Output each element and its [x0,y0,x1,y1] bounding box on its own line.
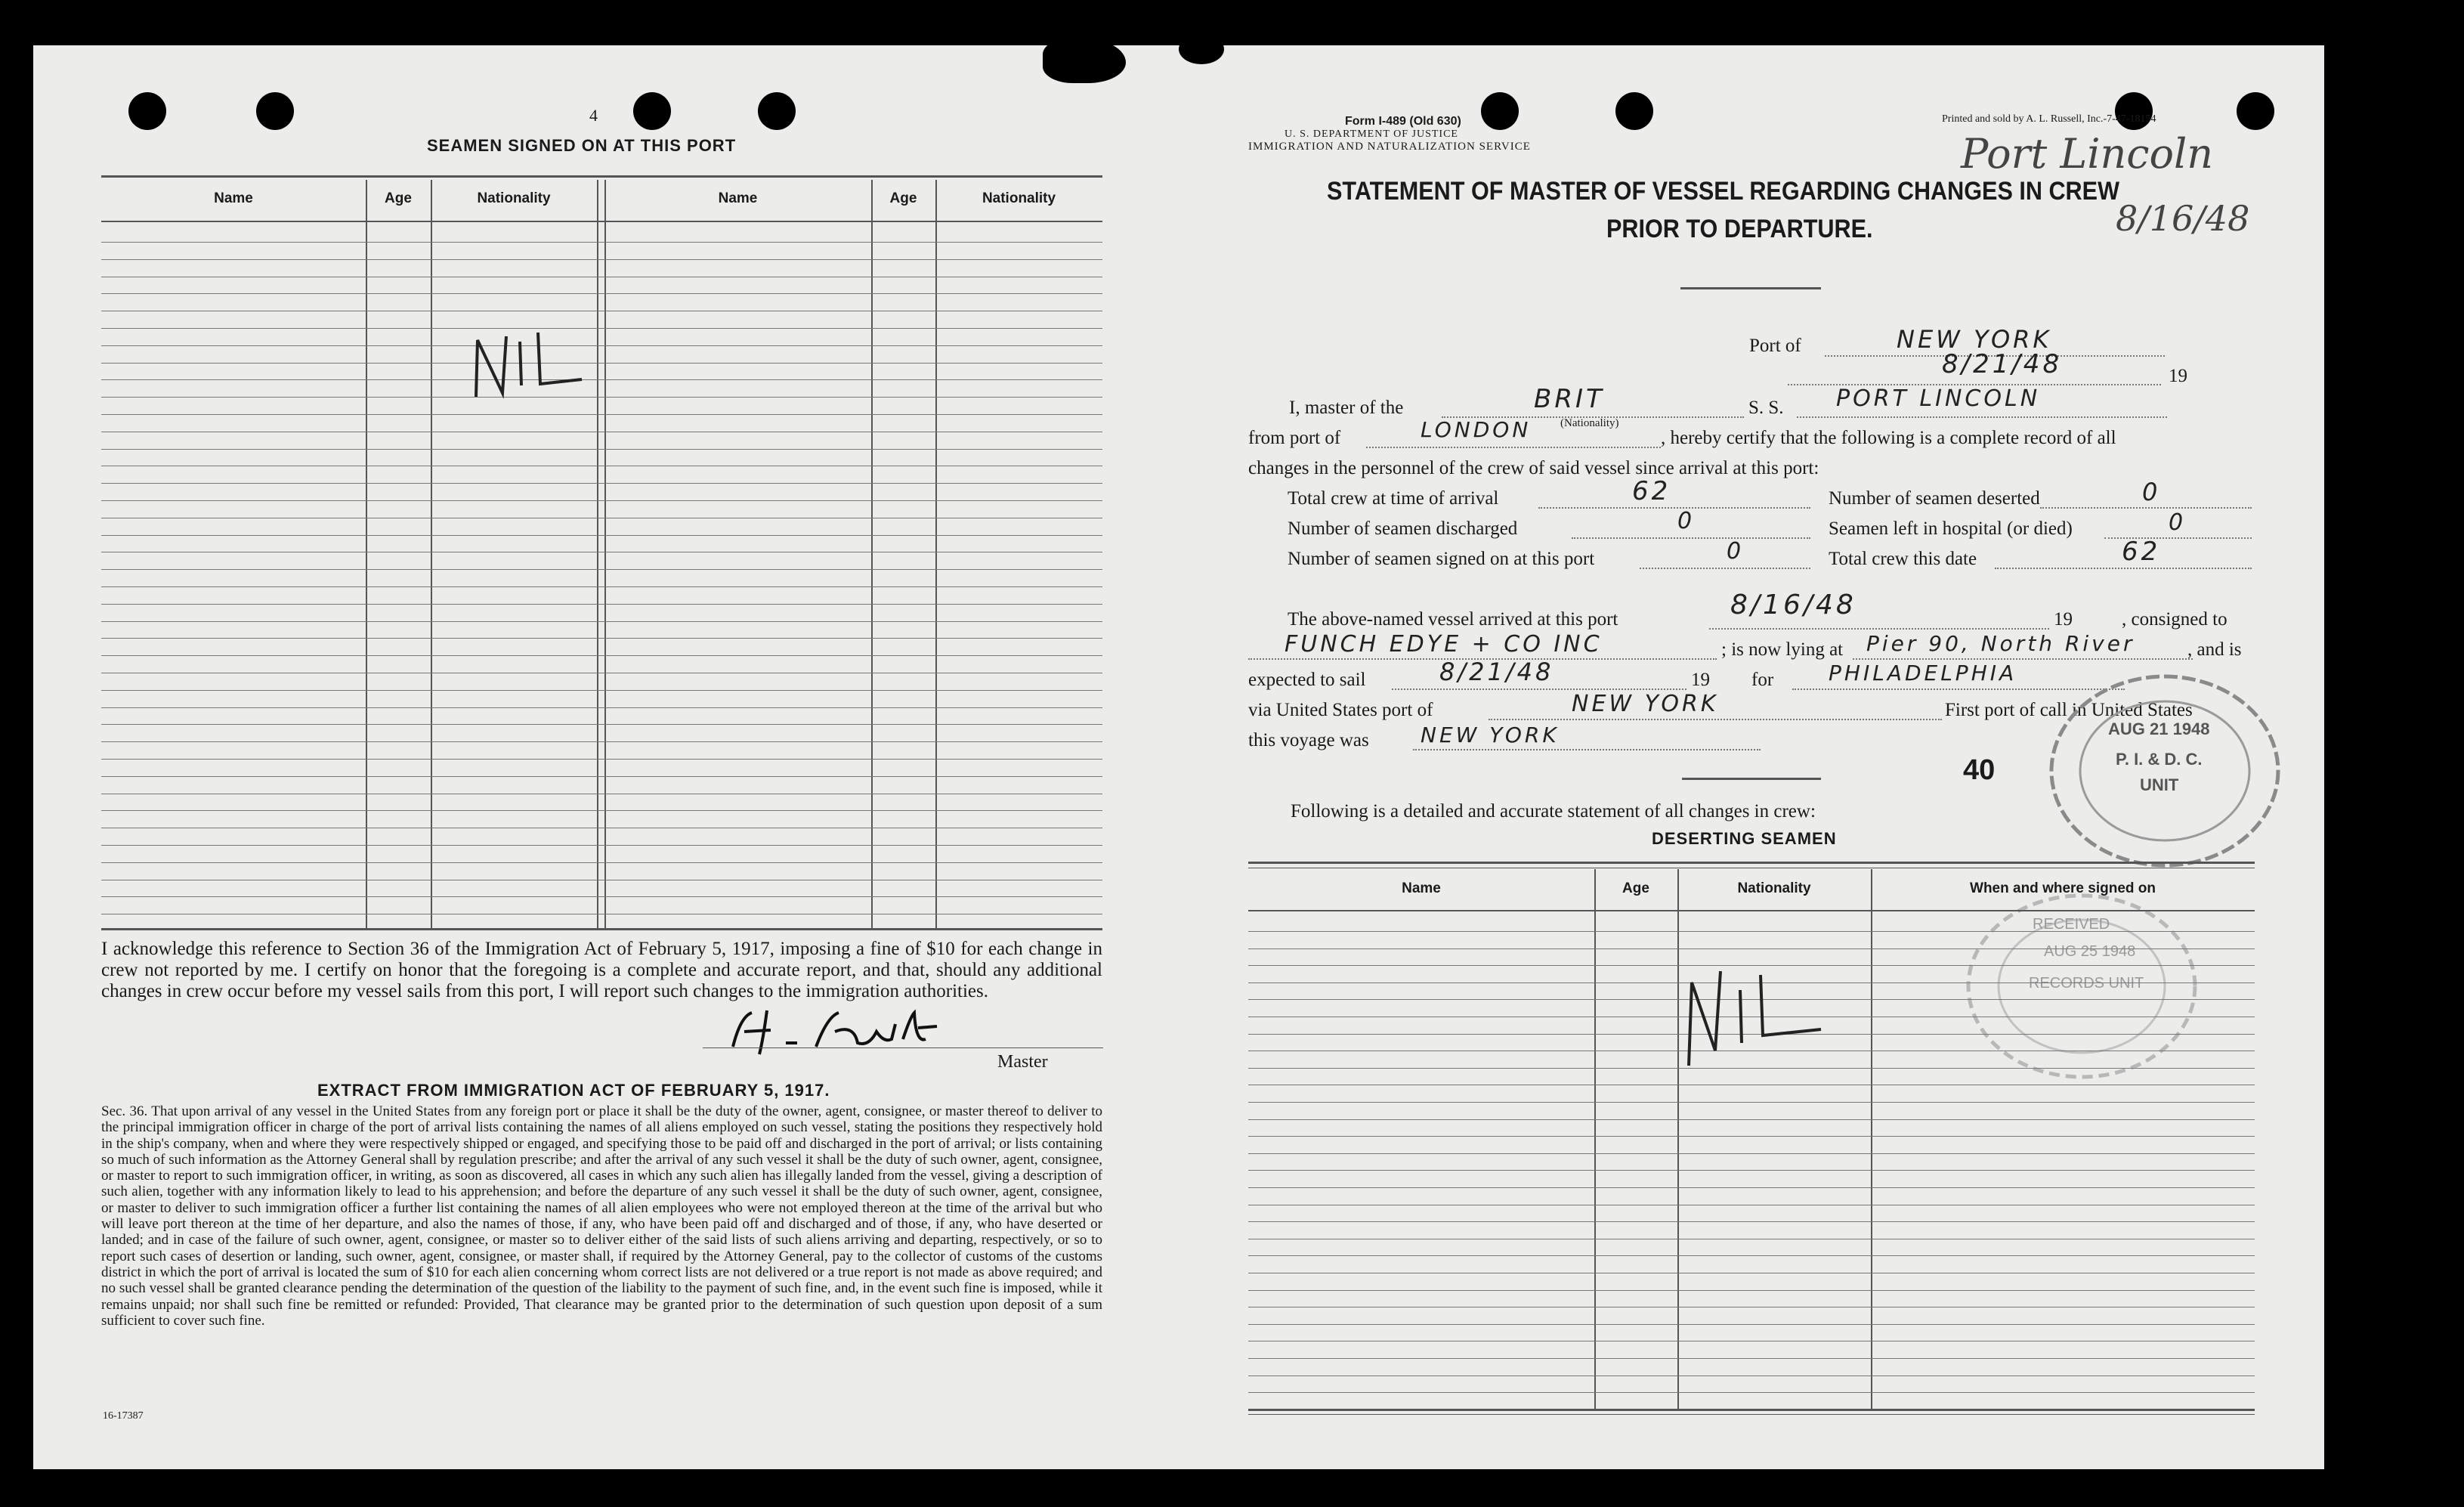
column-divider [871,180,873,928]
table-row [1248,1136,2255,1137]
table-bottom-rule [1248,1409,2255,1411]
punch-hole [1481,92,1519,130]
table-row [101,776,1102,777]
column-divider [597,180,598,928]
via-line [1489,719,1942,720]
table-row [101,862,1102,863]
extract-text: Sec. 36. That upon arrival of any vessel in the United States from any foreign port or place it shall be the duty of the owner, agent, consignee, or master thereof to deliver to the principal immigration officer in charge of the port of arrival lists containing the names of all aliens employed on such vessel, stating the positions they respectively hold in the ship's company, when and where they were respectively shipped or engaged, and specifying those to be paid off and discharged in the port of arrival; or lists containing so much of such information as the Attorney General shall by regulation prescribe; and after the arrival of any such vessel it shall be the duty of such owner, agent, consignee, or master to report to such immigration officer, in writing, as soon as discovered, all cases in which any such alien has illegally landed from the vessel, giving a description of such alien, together with any information likely to lead to his apprehension; and before the departure of any such vessel it shall be the duty of such owner, agent, consignee, or master to deliver to such immigration officer a further list containing the names of all alien employees who were not employed thereon at the time of the arrival but who will leave port thereon at the time of her departure, and also the names of those, if any, who have been paid off and discharged and of those, if any, who have deserted or landed; and in case of the failure of such owner, agent, consignee, or master so to deliver either of the said lists of such aliens arriving and departing, respectively, or so to report such cases of desertion or landing, such owner, agent, consignee, or master shall, if required by the Attorney General, pay to the collector of customs of the customs district in which the port of arrival is located the sum of $10 for each alien concerning whom correct lists are not delivered or a true report is not made as above required; and no such vessel shall be granted clearance pending the determination of the question of the liability to the payment of such fine, and, in the event such fine is imposed, while it remains unpaid; nor shall such fine be remitted or refunded: Provided, That clearance may be granted prior to the determination of such question upon deposit of a sum sufficient to cover such fine. [101,1103,1102,1329]
deserted-label: Number of seamen deserted [1829,488,2040,509]
table-row [101,741,1102,742]
year-prefix: 19 [2169,366,2187,386]
arrived-value[interactable]: 8/16/48 [1730,589,1857,620]
form-title-line1: STATEMENT OF MASTER OF VESSEL REGARDING CHANGES IN CREW [1327,177,2119,206]
table-row [101,690,1102,691]
table-row [1248,1324,2255,1325]
table-row [101,810,1102,811]
table-row [101,379,1102,380]
table-row [1248,948,2255,949]
punch-hole [128,92,166,130]
discharged-label: Number of seamen discharged [1288,518,1518,539]
nationality-value[interactable]: BRIT [1534,384,1605,414]
page-number: 4 [589,106,598,125]
table-row [101,638,1102,639]
table-row [1248,1392,2255,1393]
date-value[interactable]: 8/21/48 [1942,349,2063,379]
handwritten-date: 8/16/48 [2116,198,2250,239]
table-row [101,724,1102,725]
certify-text: , hereby certify that the following is a complete record of all [1661,428,2116,448]
stat-line [1640,568,1810,569]
column-header: Name [214,190,253,206]
table-row [1248,1119,2255,1120]
column-header: Age [385,190,412,206]
punch-hole [256,92,294,130]
column-header: Age [1622,880,1649,896]
table-row [101,414,1102,415]
signature-label: Master [997,1052,1048,1072]
extract-title: EXTRACT FROM IMMIGRATION ACT OF FEBRUARY 5, 1917. [317,1081,830,1100]
column-header: Name [718,190,758,206]
year-prefix: 19 [1691,670,1710,690]
discharged-value[interactable]: 0 [1677,508,1696,534]
nil-mark [468,325,589,408]
first-port-label: First port of call in United States [1945,700,2193,720]
table-row [101,500,1102,501]
following-text: Following is a detailed and accurate statement of all changes in crew: [1291,801,1816,822]
total-crew-arrival-value[interactable]: 62 [1632,476,1671,506]
hospital-value[interactable]: 0 [2169,509,2187,536]
sail-label: expected to sail [1248,670,1366,690]
lying-line [1853,658,2193,660]
stat-line [2040,507,2252,509]
stamp1-line: UNIT [2140,775,2179,794]
ss-label: S. S. [1748,398,1784,418]
stamp1-line: P. I. & D. C. [2116,750,2203,769]
stat-line [1572,537,1810,539]
deserting-title: DESERTING SEAMEN [1652,829,1837,848]
nil-mark [1681,960,1832,1073]
table-row [101,759,1102,760]
voyage-line [1413,749,1761,750]
column-header: Age [889,190,917,206]
deserted-value[interactable]: 0 [2142,478,2161,506]
nationality-caption: (Nationality) [1560,417,1619,429]
table-row [101,363,1102,364]
year-prefix: 19 [2054,609,2073,630]
table-row [101,345,1102,346]
for-value[interactable]: PHILADELPHIA [1829,661,2017,685]
stat-line [1995,568,2252,569]
table-top-rule [1248,862,2255,864]
master-of-label: I, master of the [1289,398,1404,418]
table-row [101,655,1102,656]
rule [1682,778,1821,780]
column-divider [366,180,367,928]
table-row [1248,1375,2255,1376]
table-header-rule [101,221,1102,222]
signature-line [703,1047,1103,1048]
table-row [101,845,1102,846]
table-row [101,621,1102,622]
column-divider [935,180,937,928]
voyage-value[interactable]: NEW YORK [1421,723,1560,747]
column-divider [1594,869,1596,1409]
punch-hole [758,92,796,130]
table-row [101,483,1102,484]
table-row [101,259,1102,260]
table-row [101,707,1102,708]
port-of-value[interactable]: NEW YORK [1897,325,2052,354]
arrived-line [1709,628,2049,630]
table-top-rule [101,175,1102,178]
table-row [101,328,1102,329]
table-row [1248,1255,2255,1256]
table-row [1248,1153,2255,1154]
port-of-label: Port of [1749,336,1801,356]
section-title: SEAMEN SIGNED ON AT THIS PORT [427,136,737,155]
via-value[interactable]: NEW YORK [1572,691,1719,717]
stamp2-line: RECORDS UNIT [2029,975,2144,992]
form-number: Form I-489 (Old 630) [1345,115,1461,128]
punch-hole [633,92,671,130]
consigned-label: , consigned to [2122,609,2227,630]
table-row [101,535,1102,536]
table-row [1248,1170,2255,1171]
print-code: 16-17387 [103,1410,144,1422]
table-header-rule [1248,910,2255,911]
table-row [101,604,1102,605]
stat-line [1538,507,1810,509]
sail-line [1392,689,1686,690]
stamp2-line: RECEIVED [2033,916,2110,933]
lying-label: ; is now lying at [1721,639,1844,660]
column-header: Nationality [982,190,1056,206]
printer-note: Printed and sold by A. L. Russell, Inc.-7-47-18154 [1942,113,2156,125]
master-signature [725,1001,975,1069]
punch-hole [2237,92,2274,130]
department: U. S. DEPARTMENT OF JUSTICE [1285,128,1458,140]
voyage-label: this voyage was [1248,730,1369,750]
table-row [101,896,1102,897]
table-row [101,569,1102,570]
table-row [101,397,1102,398]
table-row [1248,1358,2255,1359]
total-crew-arrival-label: Total crew at time of arrival [1288,488,1499,509]
hospital-label: Seamen left in hospital (or died) [1829,518,2073,539]
table-row [1248,1290,2255,1291]
column-header: Nationality [477,190,551,206]
from-port-value[interactable]: LONDON [1421,417,1532,442]
table-bottom-rule [1248,1414,2255,1415]
for-label: for [1751,670,1774,690]
total-crew-date-value[interactable]: 62 [2122,537,2161,567]
table-row [101,586,1102,587]
table-row [101,242,1102,243]
sail-value[interactable]: 8/21/48 [1439,658,1554,686]
changes-text: changes in the personnel of the crew of said vessel since arrival at this port: [1248,458,1819,478]
lying-value[interactable]: Pier 90, North River [1866,631,2135,656]
punch-hole [1615,92,1653,130]
stamp2-line: AUG 25 1948 [2044,943,2136,960]
column-header: Name [1402,880,1441,896]
table-row [101,293,1102,294]
total-crew-date-label: Total crew this date [1829,549,1977,569]
from-port-label: from port of [1248,428,1341,448]
column-divider [1677,869,1679,1409]
consignee-value[interactable]: FUNCH EDYE + CO INC [1285,631,1603,658]
and-is-text: , and is [2187,639,2242,660]
table-bottom-rule [101,928,1102,930]
signed-on-label: Number of seamen signed on at this port [1288,549,1595,569]
via-label: via United States port of [1248,700,1433,720]
column-header: When and where signed on [1970,880,2156,896]
service-name: IMMIGRATION AND NATURALIZATION SERVICE [1248,141,1531,153]
column-divider [604,180,606,928]
from-port-line [1366,447,1661,448]
column-divider [431,180,432,928]
table-row [1248,1221,2255,1222]
circular-stamp [2040,665,2289,877]
acknowledgement-text: I acknowledge this reference to Section 36 of the Immigration Act of February 5, 1917, imposing a fine of $10 for each change in crew not reported by me. I certify on honor that the foregoing is a complete and accurate report, and that, should any additional changes in crew occur before my vessel sails from this port, I will report such changes to the immigration authorities. [101,939,1102,1001]
handwritten-vessel: Port Lincoln [1961,130,2214,178]
column-header: Nationality [1737,880,1811,896]
sheet-number: 40 [1963,754,1996,786]
arrived-label: The above-named vessel arrived at this port [1288,609,1618,630]
table-row [1248,1102,2255,1103]
table-row [101,449,1102,450]
signed-on-value[interactable]: 0 [1727,538,1745,565]
form-title-line2: PRIOR TO DEPARTURE. [1606,215,1873,243]
table-row [1248,1187,2255,1188]
table-row [1248,931,2255,932]
torn-edge [1043,38,1126,83]
vessel-value[interactable]: PORT LINCOLN [1836,385,2041,412]
vessel-line [1797,416,2167,418]
stamp1-line: AUG 21 1948 [2108,719,2210,738]
column-divider [1871,869,1872,1409]
torn-edge [1179,34,1224,64]
title-rule [1680,287,1821,289]
